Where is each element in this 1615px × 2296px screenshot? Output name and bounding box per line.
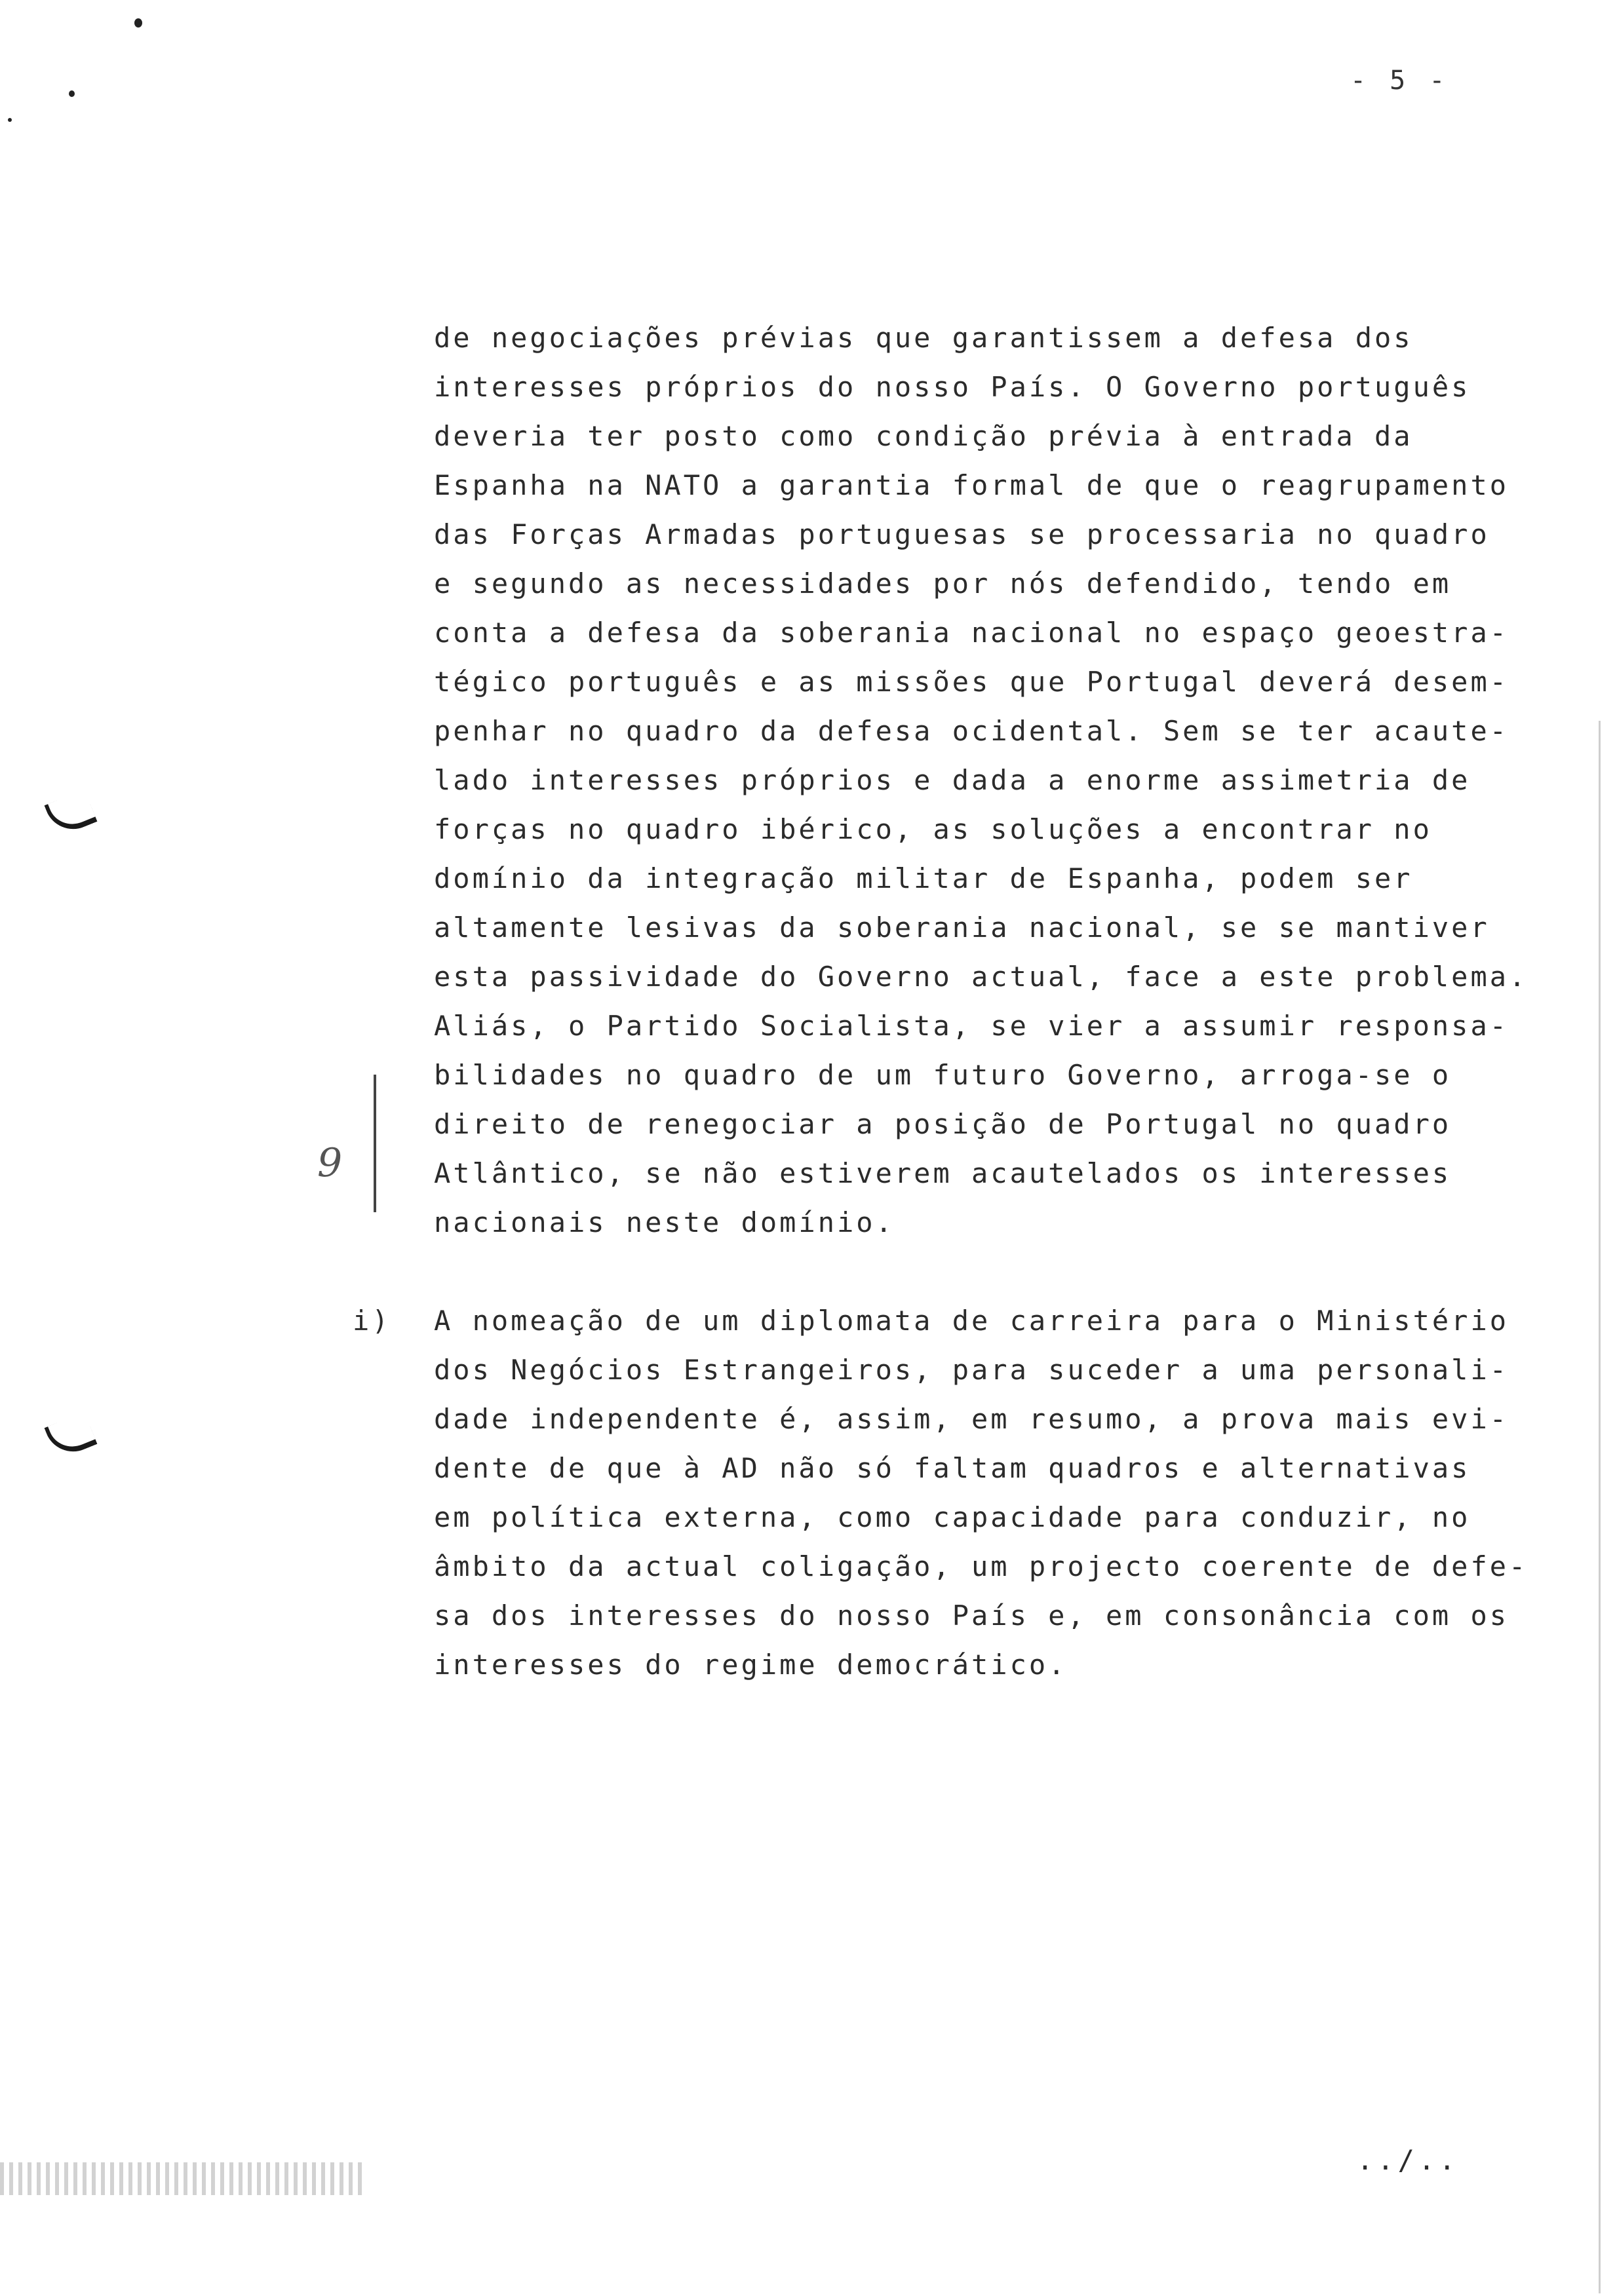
- paragraph-line: domínio da integração militar de Espanha, podem ser: [434, 862, 1413, 894]
- ink-speck: [69, 90, 75, 97]
- list-item-line: interesses do regime democrático.: [434, 1649, 1068, 1681]
- scan-smudge: [0, 2162, 367, 2195]
- list-item-line: A nomeação de um diplomata de carreira para o Ministério: [434, 1305, 1509, 1337]
- paragraph-line: altamente lesivas da soberania nacional, se se mantiver: [434, 911, 1490, 944]
- paragraph-line: lado interesses próprios e dada a enorme assimetria de: [434, 764, 1471, 796]
- paragraph-line: Espanha na NATO a garantia formal de que o reagrupamento: [434, 469, 1509, 501]
- list-item-line: dente de que à AD não só faltam quadros e alternativas: [434, 1452, 1471, 1484]
- paragraph-line: forças no quadro ibérico, as soluções a encontrar no: [434, 813, 1432, 845]
- page-number: - 5 -: [1350, 66, 1449, 96]
- paragraph-line: bilidades no quadro de um futuro Governo, arroga-se o: [434, 1059, 1452, 1091]
- paragraph-line: tégico português e as missões que Portugal deverá desem-: [434, 666, 1509, 698]
- list-item-line: dos Negócios Estrangeiros, para suceder a uma personali-: [434, 1354, 1509, 1386]
- handwritten-margin-note: 9: [317, 1140, 343, 1186]
- page-edge-line: [1599, 721, 1601, 2293]
- ink-speck: [8, 118, 12, 122]
- paragraph-line: direito de renegociar a posição de Portugal no quadro: [434, 1108, 1452, 1140]
- punch-hole-mark: [44, 1412, 97, 1461]
- paragraph-line: e segundo as necessidades por nós defendido, tendo em: [434, 567, 1452, 600]
- paragraph-line: Atlântico, se não estiverem acautelados os interesses: [434, 1157, 1452, 1189]
- margin-vertical-mark: [374, 1075, 376, 1212]
- paragraph-line: esta passividade do Governo actual, face a este problema.: [434, 961, 1528, 993]
- paragraph-line: de negociações prévias que garantissem a defesa dos: [434, 322, 1413, 354]
- paragraph-line: Aliás, o Partido Socialista, se vier a assumir responsa-: [434, 1010, 1509, 1042]
- ink-speck: [134, 18, 142, 28]
- list-item-line: dade independente é, assim, em resumo, a prova mais evi-: [434, 1403, 1509, 1435]
- paragraph-line: interesses próprios do nosso País. O Governo português: [434, 371, 1471, 403]
- paragraph-line: nacionais neste domínio.: [434, 1206, 895, 1238]
- list-item-line: sa dos interesses do nosso País e, em consonância com os: [434, 1599, 1509, 1632]
- paragraph-line: das Forças Armadas portuguesas se processaria no quadro: [434, 518, 1490, 550]
- list-item-marker: i): [353, 1305, 391, 1337]
- continuation-mark: ../..: [1357, 2144, 1460, 2176]
- paragraph-line: penhar no quadro da defesa ocidental. Sem se ter acaute-: [434, 715, 1509, 747]
- punch-hole-mark: [44, 790, 97, 838]
- list-item-line: âmbito da actual coligação, um projecto coerente de defe-: [434, 1550, 1528, 1582]
- paragraph-line: deveria ter posto como condição prévia à entrada da: [434, 420, 1413, 452]
- paragraph-line: conta a defesa da soberania nacional no espaço geoestra-: [434, 617, 1509, 649]
- list-item-line: em política externa, como capacidade para conduzir, no: [434, 1501, 1471, 1533]
